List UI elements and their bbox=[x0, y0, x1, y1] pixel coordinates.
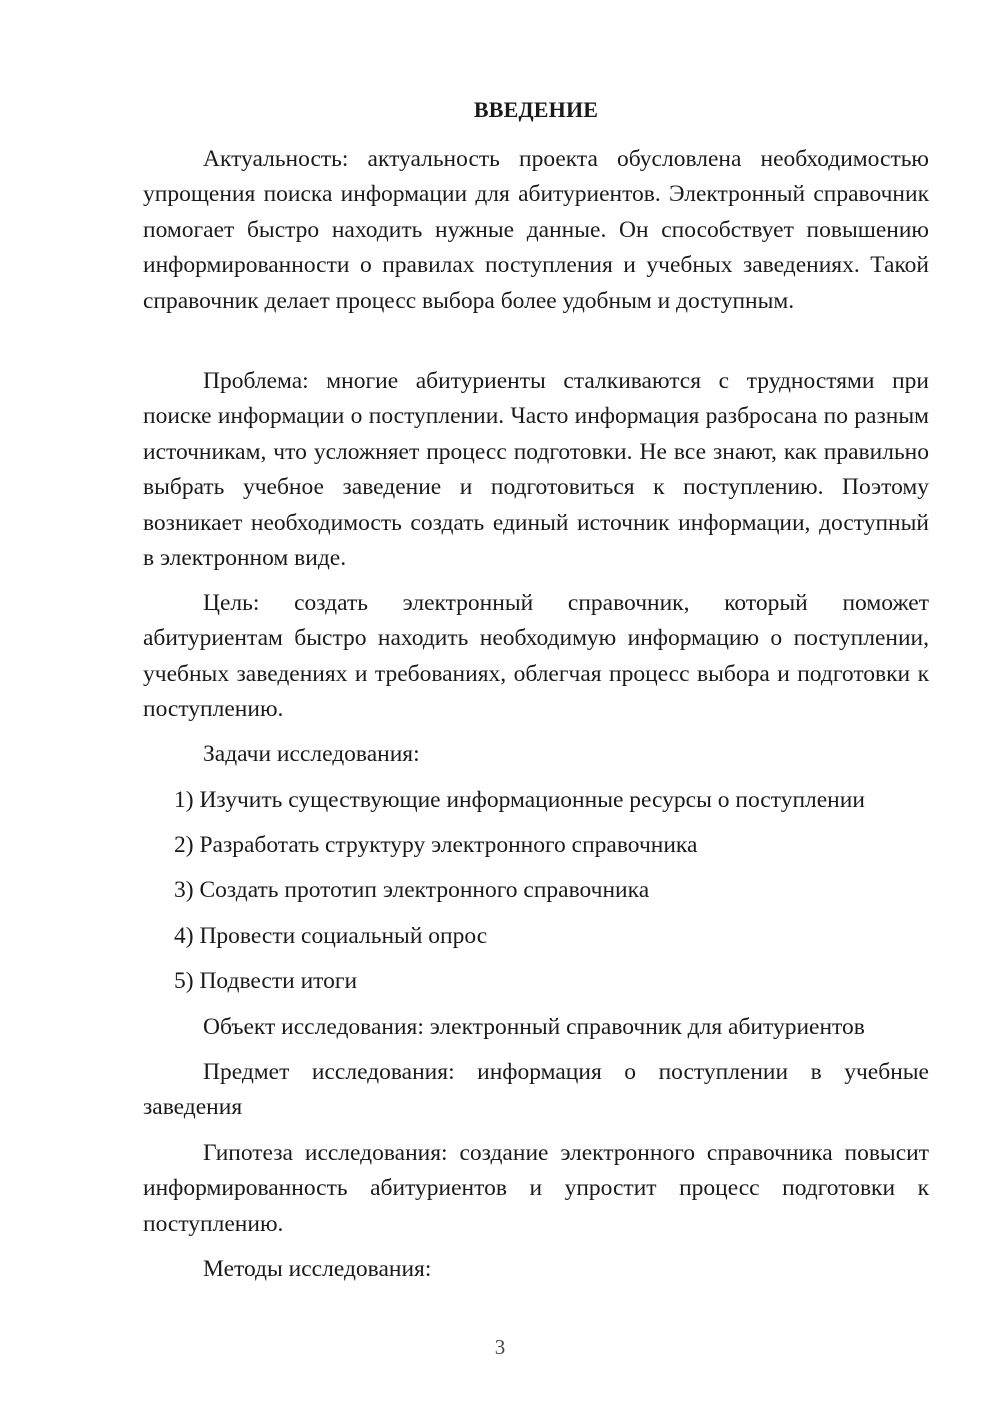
document-title: ВВЕДЕНИЕ bbox=[473, 97, 599, 122]
object-paragraph: Объект исследования: электронный справочник для абитуриентов bbox=[203, 1014, 865, 1040]
task-item: 2) Разработать структуру электронного справочника bbox=[174, 832, 698, 858]
subject-paragraph: Предмет исследования: информация о поступлении в учебные заведения bbox=[143, 1059, 929, 1121]
task-item: 1) Изучить существующие информационные ресурсы о поступлении bbox=[174, 787, 865, 813]
methods-heading: Методы исследования: bbox=[203, 1256, 432, 1282]
tasks-heading: Задачи исследования: bbox=[203, 741, 420, 767]
hypothesis-paragraph: Гипотеза исследования: создание электронного справочника повысит информированность абитуриентов и упростит процесс подготовки к поступлению. bbox=[143, 1140, 929, 1237]
page-number: 3 bbox=[494, 1335, 506, 1359]
task-item: 3) Создать прототип электронного справочника bbox=[174, 877, 650, 903]
relevance-paragraph: Актуальность: актуальность проекта обусловлена необходимостью упрощения поиска информации для абитуриентов. Электронный справочник помогает быстро находить нужные данные. Он способствует повышению информированности о правилах поступления и учебных заведениях. Такой справочник делает процесс выбора более удобным и доступным. bbox=[143, 146, 929, 314]
problem-paragraph: Проблема: многие абитуриенты сталкиваются с трудностями при поиске информации о поступлении. Часто информация разбросана по разным источникам, что усложняет процесс подготовки. Не все знают, как правильно выбрать учебное заведение и подготовиться к поступлению. Поэтому возникает необходимость создать единый источник информации, доступный в электронном виде. bbox=[143, 368, 929, 572]
goal-paragraph: Цель: создать электронный справочник, который поможет абитуриентам быстро находить необходимую информацию о поступлении, учебных заведениях и требованиях, облегчая процесс выбора и подготовки к поступлению. bbox=[143, 590, 929, 723]
task-item: 5) Подвести итоги bbox=[174, 968, 358, 994]
task-item: 4) Провести социальный опрос bbox=[174, 923, 488, 949]
